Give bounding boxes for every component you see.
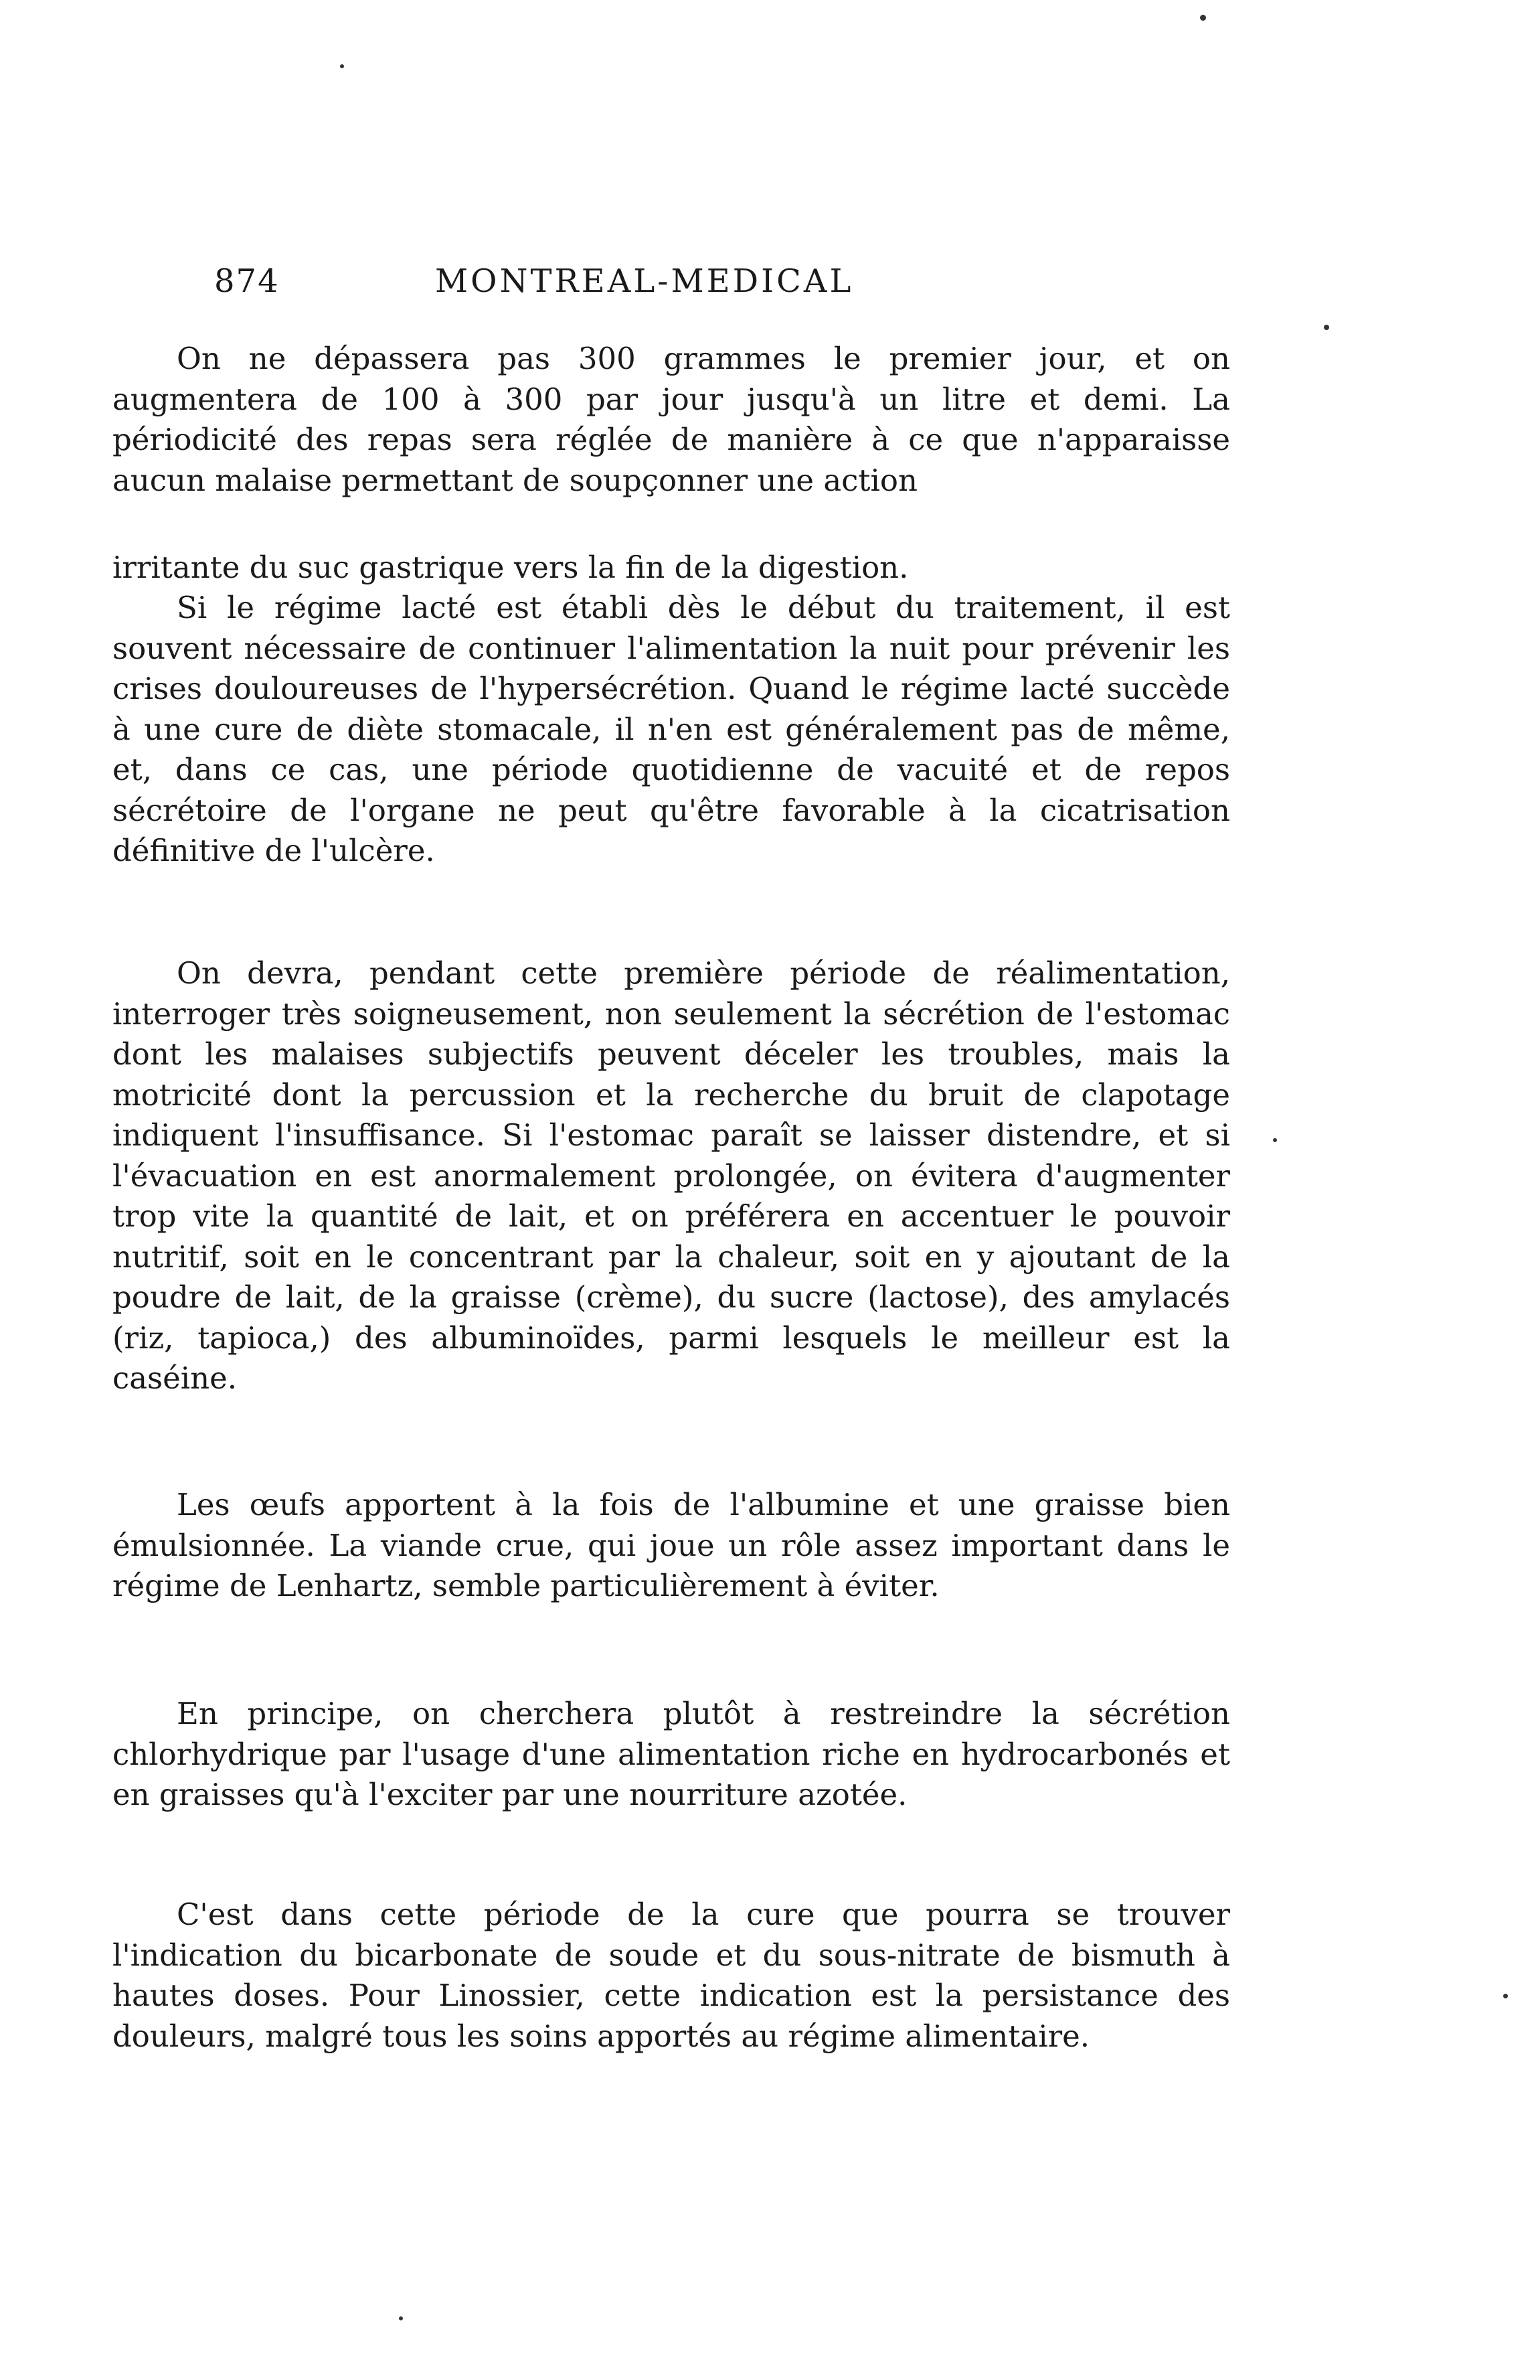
scan-speck	[1200, 15, 1206, 21]
paragraph-text: Les œufs apportent à la fois de l'albumine et une graisse bien émulsionnée. La viande crue, qui joue un rôle assez important dans le régime de Lenhartz, semble particulièrement à éviter.	[112, 1487, 1230, 1603]
paragraph-3	[112, 588, 1230, 872]
paragraph-text: On ne dépassera pas 300 grammes le premier jour, et on augmentera de 100 à 300 par jour jusqu'à un litre et demi. La périodicité des repas sera réglée de manière à ce que n'apparaisse aucun malaise permettant de soupçonner une action	[112, 341, 1230, 498]
page-header	[214, 262, 1285, 309]
paragraph-1	[112, 339, 1230, 501]
scan-speck	[340, 64, 344, 68]
scan-speck	[399, 2316, 403, 2320]
paragraph-7	[112, 1895, 1230, 2057]
paragraph-4	[112, 953, 1230, 1399]
paragraph-text: Si le régime lacté est établi dès le début du traitement, il est souvent nécessaire de continuer l'alimentation la nuit pour prévenir les crises douloureuses de l'hypersécrétion. Quand le régime lacté succède à une cure de diète stomacale, il n'en est généralement pas de même, et, dans ce cas, une période quotidienne de vacuité et de repos sécrétoire de l'organe ne peut qu'être favorable à la cicatrisation définitive de l'ulcère.	[112, 590, 1230, 868]
page-number: 874	[214, 262, 280, 300]
paragraph-text: En principe, on cherchera plutôt à restreindre la sécrétion chlorhydrique par l'usage d'une alimentation riche en hydrocarbonés et en graisses qu'à l'exciter par une nourriture azotée.	[112, 1696, 1230, 1812]
scan-speck	[1273, 1138, 1277, 1142]
paragraph-2	[112, 548, 1230, 588]
running-title: MONTREAL-MEDICAL	[435, 262, 854, 300]
scan-speck	[1324, 325, 1329, 330]
paragraph-5	[112, 1485, 1230, 1607]
paragraph-6	[112, 1694, 1230, 1816]
scan-speck	[1503, 1994, 1508, 1998]
paragraph-text: C'est dans cette période de la cure que pourra se trouver l'indication du bicarbonate de soude et du sous-nitrate de bismuth à hautes doses. Pour Linossier, cette indication est la persistance des douleurs, malgré tous les soins apportés au régime alimentaire.	[112, 1897, 1230, 2054]
paragraph-text: irritante du suc gastrique vers la fin de la digestion.	[112, 550, 909, 585]
paragraph-text: On devra, pendant cette première période de réalimentation, interroger très soigneusement, non seulement la sécrétion de l'estomac dont les malaises subjectifs peuvent déceler les troubles, mais la motricité dont la percussion et la recherche du bruit de clapotage indiquent l'insuffisance. Si l'estomac paraît se laisser distendre, et si l'évacuation en est anormalement prolongée, on évitera d'augmenter trop vite la quantité de lait, et on préférera en accentuer le pouvoir nutritif, soit en le concentrant par la chaleur, soit en y ajoutant de la poudre de lait, de la graisse (crème), du sucre (lactose), des amylacés (riz, tapioca,) des albuminoïdes, parmi lesquels le meilleur est la caséine.	[112, 955, 1230, 1396]
